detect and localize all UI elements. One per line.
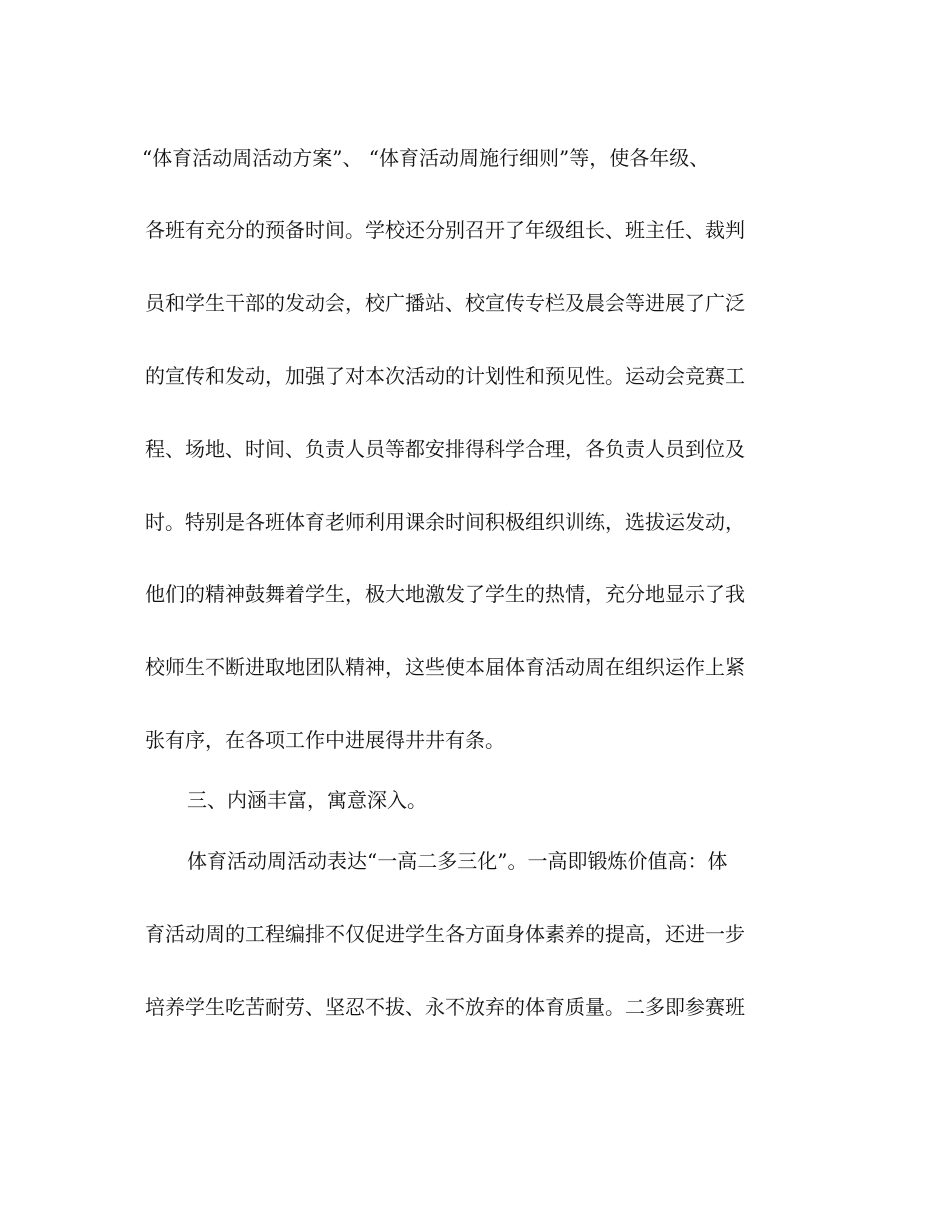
section-heading: 三、内涵丰富，寓意深入。 xyxy=(187,788,427,812)
body-text-line: 时。特别是各班体育老师利用课余时间积极组织训练，选拔运发动， xyxy=(145,510,745,534)
body-text-line: 张有序，在各项工作中进展得井井有条。 xyxy=(145,728,505,752)
body-text-line: 程、场地、时间、负责人员等都安排得科学合理，各负责人员到位及 xyxy=(145,437,745,461)
body-text-line: 培养学生吃苦耐劳、坚忍不拔、永不放弃的体育质量。二多即参赛班 xyxy=(145,995,745,1019)
body-text-line: 各班有充分的预备时间。学校还分别召开了年级组长、班主任、裁判 xyxy=(145,218,745,242)
body-text-line: 员和学生干部的发动会，校广播站、校宣传专栏及晨会等进展了广泛 xyxy=(145,291,745,315)
body-text-line: 育活动周的工程编排不仅促进学生各方面身体素养的提高，还进一步 xyxy=(145,922,745,946)
body-text-line: 校师生不断进取地团队精神，这些使本届体育活动周在组织运作上紧 xyxy=(145,655,745,679)
body-text-line: 体育活动周活动表达“一高二多三化”。一高即锻炼价值高：体 xyxy=(187,849,728,873)
body-text-line: 他们的精神鼓舞着学生，极大地激发了学生的热情，充分地显示了我 xyxy=(145,582,745,606)
body-text-line: 的宣传和发动，加强了对本次活动的计划性和预见性。运动会竞赛工 xyxy=(145,364,745,388)
body-text-line: “体育活动周活动方案”、 “体育活动周施行细则”等，使各年级、 xyxy=(142,146,710,170)
